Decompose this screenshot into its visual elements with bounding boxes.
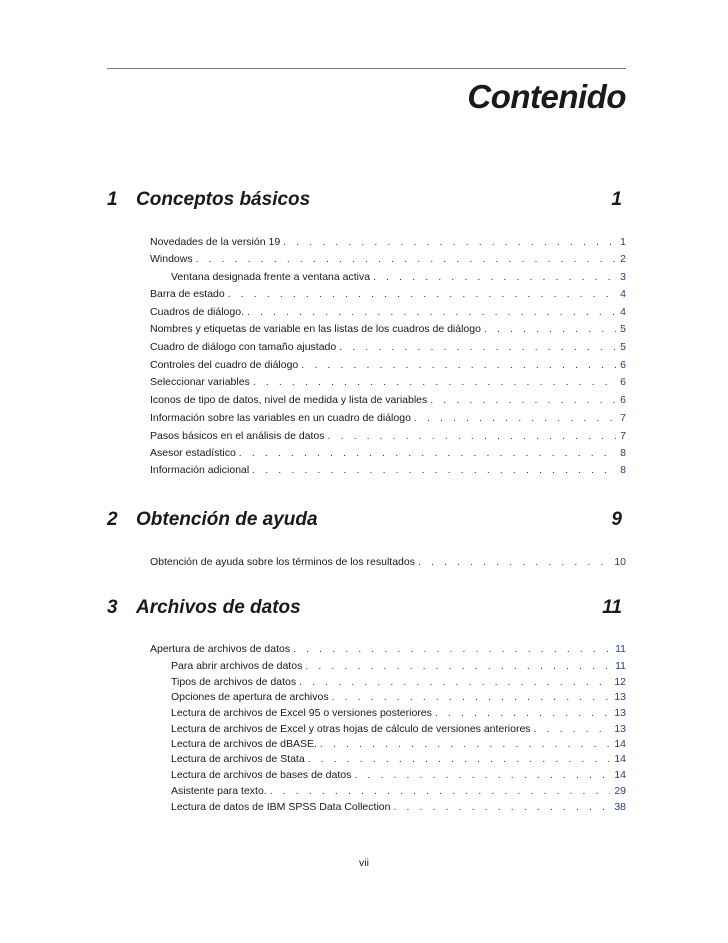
toc-entry-page[interactable]: 5 — [620, 341, 626, 353]
dot-leader — [373, 270, 616, 284]
top-rule — [107, 68, 626, 69]
dot-leader — [301, 358, 616, 372]
dot-leader — [418, 555, 610, 569]
chapter-title: Obtención de ayuda — [136, 509, 318, 530]
chapter-title: Archivos de datos — [136, 597, 301, 618]
toc-entry[interactable] — [150, 429, 626, 443]
toc-entry[interactable] — [171, 706, 626, 720]
toc-entry-page[interactable]: 14 — [614, 738, 626, 750]
dot-leader — [354, 768, 610, 782]
toc-entry[interactable] — [150, 235, 626, 249]
toc-entry[interactable] — [171, 752, 626, 766]
toc-entry-page[interactable]: 11 — [615, 643, 626, 655]
toc-entry[interactable] — [171, 800, 626, 814]
toc-entry-text: Apertura de archivos de datos — [150, 643, 291, 655]
toc-entry[interactable] — [150, 411, 626, 425]
toc-entry[interactable] — [171, 768, 626, 782]
toc-entry-text: Iconos de tipo de datos, nivel de medida y lista de variables — [150, 394, 428, 406]
dot-leader — [339, 340, 616, 354]
toc-entry-text: Cuadros de diálogo. — [150, 306, 244, 318]
toc-entry-text: Lectura de archivos de Excel 95 o versiones posteriores — [171, 707, 432, 719]
toc-entry[interactable] — [171, 659, 626, 673]
chapter-page: 11 — [602, 597, 622, 618]
dot-leader — [435, 706, 610, 720]
toc-entry-text: Lectura de archivos de Excel y otras hojas de cálculo de versiones anteriores — [171, 723, 531, 735]
toc-entry-page[interactable]: 7 — [620, 430, 626, 442]
toc-entry-text: Información adicional — [150, 464, 250, 476]
toc-entry-page[interactable]: 13 — [614, 691, 626, 703]
toc-entry-text: Asistente para texto. — [171, 785, 267, 797]
dot-leader — [305, 659, 611, 673]
dot-leader — [484, 322, 616, 336]
toc-entry-text: Lectura de archivos de Stata — [171, 753, 305, 765]
toc-entry-page[interactable]: 3 — [620, 271, 626, 283]
dot-leader — [430, 393, 616, 407]
toc-entry[interactable] — [150, 375, 626, 389]
dot-leader — [247, 305, 616, 319]
dot-leader — [283, 235, 616, 249]
toc-entry-text: Controles del cuadro de diálogo — [150, 359, 299, 371]
toc-entry[interactable] — [150, 446, 626, 460]
toc-entry-page[interactable]: 29 — [614, 785, 626, 797]
toc-entry[interactable] — [171, 722, 626, 736]
toc-entry[interactable] — [171, 784, 626, 798]
dot-leader — [270, 784, 611, 798]
chapter-heading-1[interactable] — [107, 189, 626, 213]
toc-entry-text: Pasos básicos en el análisis de datos — [150, 430, 325, 442]
dot-leader — [196, 252, 617, 266]
toc-entry-text: Barra de estado — [150, 288, 225, 300]
dot-leader — [332, 690, 611, 704]
toc-entry-text: Novedades de la versión 19 — [150, 236, 281, 248]
toc-entry[interactable] — [150, 340, 626, 354]
toc-entry-page[interactable]: 13 — [614, 707, 626, 719]
toc-entry-page[interactable]: 6 — [620, 359, 626, 371]
toc-entry-page[interactable]: 2 — [620, 253, 626, 265]
chapter-heading-3[interactable] — [107, 597, 626, 621]
toc-entry-text: Lectura de archivos de dBASE. — [171, 738, 317, 750]
chapter-number: 2 — [107, 509, 118, 530]
toc-entry-text: Lectura de archivos de bases de datos — [171, 769, 352, 781]
dot-leader — [534, 722, 611, 736]
dot-leader — [320, 737, 610, 751]
toc-entry-page[interactable]: 5 — [620, 323, 626, 335]
toc-entry-text: Información sobre las variables en un cuadro de diálogo — [150, 412, 411, 424]
toc-entry-text: Ventana designada frente a ventana activa — [171, 271, 371, 283]
dot-leader — [239, 446, 616, 460]
chapter-heading-2[interactable] — [107, 509, 626, 533]
dot-leader — [293, 642, 611, 656]
dot-leader — [328, 429, 617, 443]
toc-entry[interactable] — [171, 270, 626, 284]
toc-entry[interactable] — [150, 252, 626, 266]
toc-entry-text: Obtención de ayuda sobre los términos de los resultados — [150, 556, 415, 568]
toc-entry-text: Opciones de apertura de archivos — [171, 691, 329, 703]
toc-entry[interactable] — [150, 463, 626, 477]
dot-leader — [252, 463, 616, 477]
toc-entry-page[interactable]: 8 — [620, 464, 626, 476]
toc-entry[interactable] — [150, 642, 626, 656]
toc-entry-page[interactable]: 12 — [614, 676, 626, 688]
toc-entry-page[interactable]: 6 — [620, 376, 626, 388]
toc-entry-page[interactable]: 14 — [614, 769, 626, 781]
footer-page-number: vii — [359, 857, 369, 869]
dot-leader — [308, 752, 611, 766]
toc-entry-page[interactable]: 7 — [620, 412, 626, 424]
chapter-number: 3 — [107, 597, 118, 618]
toc-entry[interactable] — [150, 322, 626, 336]
toc-entry[interactable] — [171, 675, 626, 689]
toc-entry-text: Asesor estadístico — [150, 447, 236, 459]
toc-entry-text: Cuadro de diálogo con tamaño ajustado — [150, 341, 337, 353]
chapter-page: 9 — [611, 509, 622, 530]
toc-entry[interactable] — [171, 737, 626, 751]
toc-entry-page[interactable]: 38 — [614, 801, 626, 813]
toc-entry-page[interactable]: 13 — [614, 723, 626, 735]
toc-entry-page[interactable]: 14 — [614, 753, 626, 765]
toc-entry-page[interactable]: 8 — [620, 447, 626, 459]
dot-leader — [253, 375, 616, 389]
toc-entry-page[interactable]: 11 — [615, 660, 626, 672]
toc-entry-text: Windows — [150, 253, 193, 265]
toc-entry-text: Lectura de datos de IBM SPSS Data Collection — [171, 801, 391, 813]
chapter-number: 1 — [107, 189, 118, 210]
toc-entry-page[interactable]: 1 — [620, 236, 626, 248]
toc-entry[interactable] — [150, 393, 626, 407]
page-title: Contenido — [467, 78, 626, 115]
dot-leader — [228, 287, 616, 301]
dot-leader — [393, 800, 610, 814]
toc-entry[interactable] — [171, 690, 626, 704]
toc-entry-text: Seleccionar variables — [150, 376, 250, 388]
chapter-title: Conceptos básicos — [136, 189, 311, 210]
toc-entry-text: Nombres y etiquetas de variable en las listas de los cuadros de diálogo — [150, 323, 481, 335]
toc-entry-page[interactable]: 4 — [620, 288, 626, 300]
toc-entry-page[interactable]: 10 — [614, 556, 626, 568]
toc-entry-text: Tipos de archivos de datos — [171, 676, 297, 688]
toc-entry-page[interactable]: 4 — [620, 306, 626, 318]
toc-entry-page[interactable]: 6 — [620, 394, 626, 406]
toc-entry[interactable] — [150, 305, 626, 319]
toc-entry[interactable] — [150, 287, 626, 301]
chapter-page: 1 — [611, 189, 622, 210]
toc-entry-text: Para abrir archivos de datos — [171, 660, 303, 672]
toc-entry[interactable] — [150, 358, 626, 372]
dot-leader — [299, 675, 610, 689]
toc-entry[interactable] — [150, 555, 626, 569]
dot-leader — [414, 411, 616, 425]
